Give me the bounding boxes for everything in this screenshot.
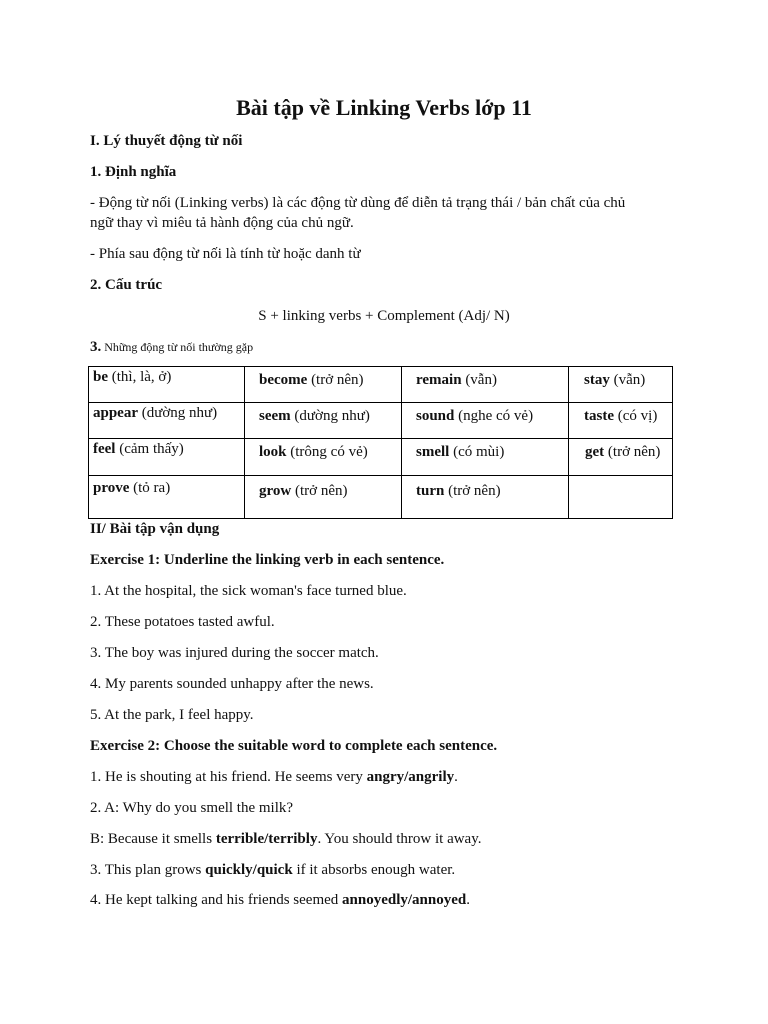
- structure-formula: S + linking verbs + Complement (Adj/ N): [258, 308, 510, 324]
- subheading-number: 3.: [90, 339, 102, 355]
- table-cell: become (trở nên): [245, 367, 402, 403]
- list-item: 1. At the hospital, the sick woman's face turned blue.: [90, 583, 407, 599]
- subheading-common-verbs: [90, 338, 253, 356]
- table-cell: grow (trở nên): [245, 476, 402, 519]
- list-item: 2. A: Why do you smell the milk?: [90, 800, 294, 816]
- table-cell: turn (trở nên): [402, 476, 569, 519]
- table-cell: sound (nghe có vẻ): [402, 403, 569, 439]
- list-item: 2. These potatoes tasted awful.: [90, 614, 275, 630]
- table-cell: taste (có vị): [569, 403, 673, 439]
- list-item: 3. This plan grows quickly/quick if it absorbs enough water.: [90, 862, 456, 878]
- section-heading-theory: I. Lý thuyết động từ nối: [90, 133, 243, 149]
- definition-line-3: - Phía sau động từ nối là tính từ hoặc danh từ: [90, 246, 361, 262]
- table-cell: smell (có mùi): [402, 439, 569, 476]
- table-cell: get (trở nên): [569, 439, 673, 476]
- definition-line-1: - Động từ nối (Linking verbs) là các động từ dùng để diễn tả trạng thái / bản chất của chủ: [90, 195, 626, 211]
- definition-line-2: ngữ thay vì miêu tả hành động của chủ ngữ.: [90, 215, 354, 231]
- table-row: [89, 476, 673, 519]
- subheading-text: Những động từ nối thường gặp: [101, 340, 254, 354]
- list-item: B: Because it smells terrible/terribly. You should throw it away.: [90, 831, 482, 847]
- table-cell: look (trông có vẻ): [245, 439, 402, 476]
- exercise-2-title: Exercise 2: Choose the suitable word to complete each sentence.: [90, 738, 498, 754]
- table-cell: be (thì, là, ở): [89, 367, 245, 403]
- table-cell: remain (vẫn): [402, 367, 569, 403]
- subheading-definition: 1. Định nghĩa: [90, 164, 177, 180]
- list-item: 1. He is shouting at his friend. He seems very angry/angrily.: [90, 769, 458, 785]
- table-cell: seem (dường như): [245, 403, 402, 439]
- table-row: [89, 367, 673, 403]
- table-cell: [569, 476, 673, 519]
- table-cell: stay (vẫn): [569, 367, 673, 403]
- table-cell: prove (tỏ ra): [89, 476, 245, 519]
- list-item: 4. My parents sounded unhappy after the news.: [90, 676, 374, 692]
- exercise-1-title: Exercise 1: Underline the linking verb in each sentence.: [90, 552, 445, 568]
- document-title: Bài tập về Linking Verbs lớp 11: [236, 95, 532, 120]
- list-item: 3. The boy was injured during the soccer match.: [90, 645, 379, 661]
- table-cell: appear (dường như): [89, 403, 245, 439]
- section-heading-exercises: II/ Bài tập vận dụng: [90, 521, 220, 537]
- subheading-structure: 2. Cấu trúc: [90, 277, 163, 293]
- table-row: [89, 439, 673, 476]
- table-cell: feel (cảm thấy): [89, 439, 245, 476]
- list-item: 4. He kept talking and his friends seemed annoyedly/annoyed.: [90, 892, 470, 908]
- linking-verbs-table: [88, 366, 673, 519]
- list-item: 5. At the park, I feel happy.: [90, 707, 254, 723]
- table-row: [89, 403, 673, 439]
